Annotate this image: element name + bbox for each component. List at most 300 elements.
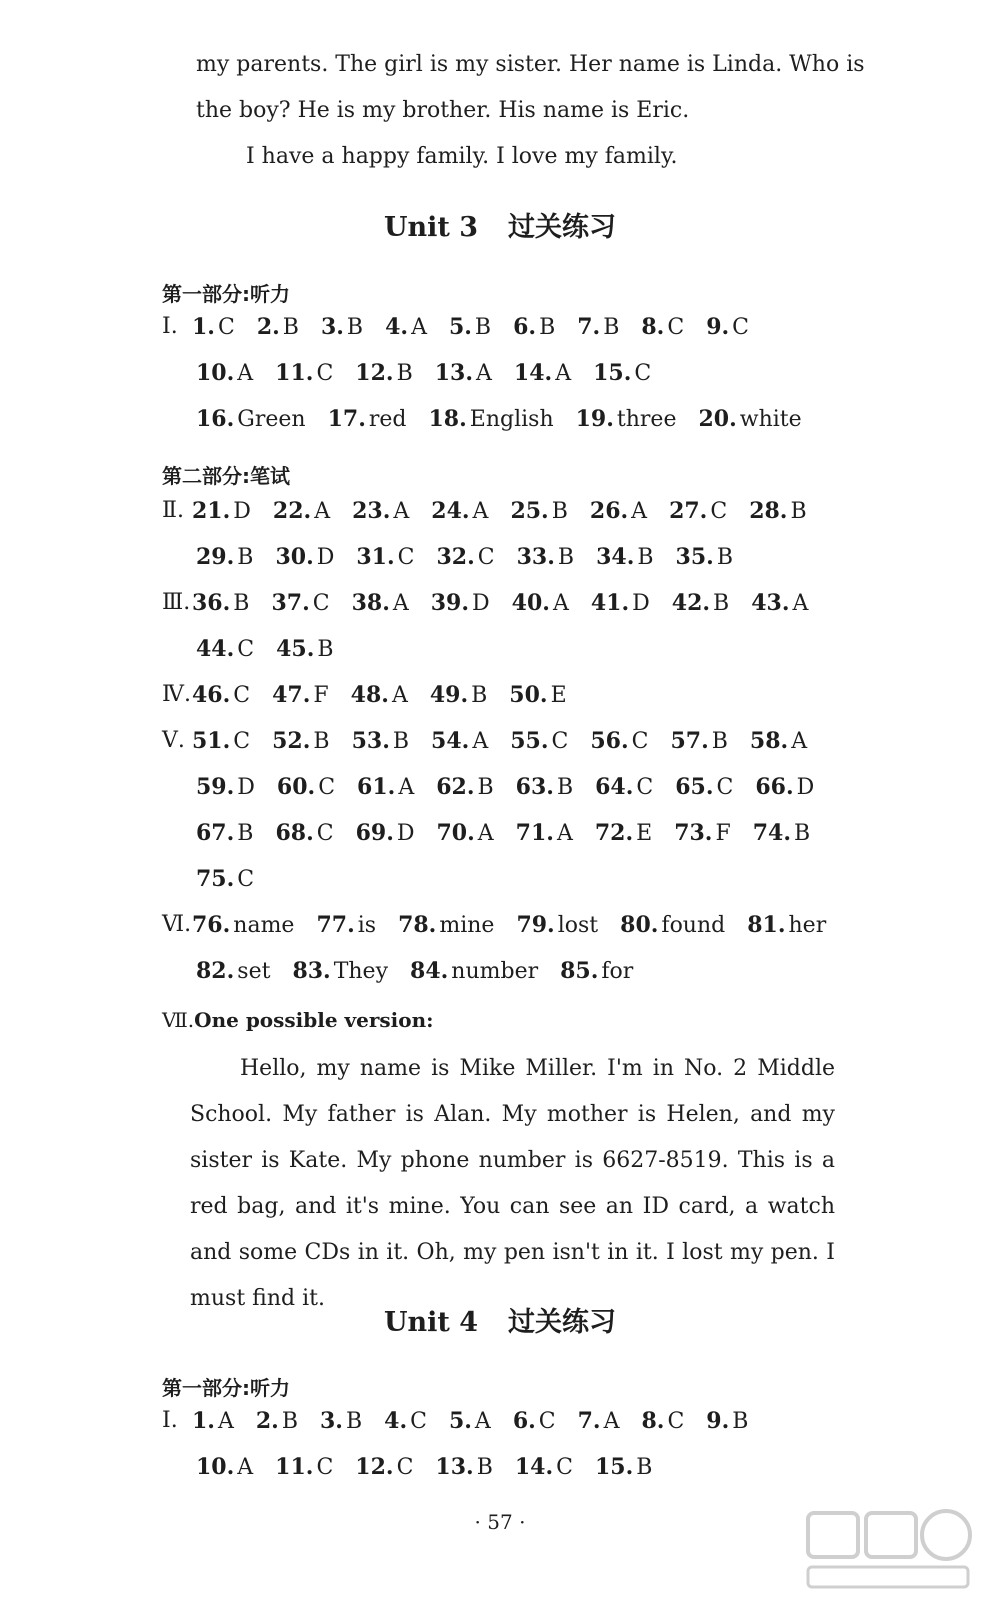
answer-item	[352, 728, 409, 754]
answer-item	[436, 774, 493, 800]
question-number: 55.	[510, 728, 549, 754]
answer-value: B	[637, 545, 654, 570]
answer-value: white	[739, 407, 802, 432]
answer-item	[196, 360, 253, 386]
question-number: 83.	[292, 958, 331, 984]
text-line: my parents. The girl is my sister. Her name is Linda. Who is	[196, 52, 865, 77]
text-line: I have a happy family. I love my family.	[246, 144, 678, 169]
answer-value: three	[616, 407, 677, 432]
question-number: 77.	[316, 912, 355, 938]
answer-item	[192, 1408, 234, 1434]
answer-value: C	[237, 867, 255, 892]
answer-item	[272, 728, 329, 754]
answer-value: A	[792, 591, 809, 616]
unit4-section-1	[162, 1408, 862, 1500]
question-number: 4.	[385, 314, 409, 340]
question-number: 26.	[589, 498, 629, 524]
answer-value: A	[474, 1409, 491, 1434]
answer-item	[560, 958, 633, 984]
answer-item	[192, 590, 249, 616]
answer-item	[430, 682, 487, 708]
writing-essay: Hello, my name is Mike Miller. I'm in No. 2 Middle School. My father is Alan. My mother is Helen, and my sister is Kate. My phone number is 6627-8519. This is a red bag, and it's mine. You can see an ID card, a watch and some CDs in it. Oh, my pen isn't in it. I lost my pen. I must find it.	[190, 1056, 835, 1311]
writing-label-text: One possible version:	[194, 1008, 434, 1032]
question-number: 58.	[749, 728, 789, 754]
answer-value: C	[551, 729, 569, 754]
question-number: 59.	[196, 774, 235, 800]
answer-line	[162, 774, 862, 820]
answer-item	[277, 774, 335, 800]
answer-value: B	[539, 315, 556, 340]
answer-value: A	[476, 361, 492, 386]
answer-item	[192, 912, 294, 938]
question-number: 67.	[196, 820, 235, 846]
answer-item	[753, 820, 810, 846]
answer-item	[516, 820, 573, 846]
answer-item	[675, 774, 733, 800]
answer-item	[512, 590, 569, 616]
answer-item	[595, 774, 653, 800]
answer-value: D	[316, 545, 335, 570]
page-number: · 57 ·	[474, 1510, 526, 1534]
question-number: 24.	[431, 498, 470, 524]
answer-value: A	[556, 821, 573, 846]
answer-item	[192, 498, 251, 524]
answer-value: C	[732, 315, 749, 340]
answer-value: red	[368, 407, 407, 432]
answer-item	[510, 498, 567, 524]
answer-value: B	[474, 315, 492, 340]
answer-item	[435, 360, 492, 386]
answer-value: C	[237, 637, 255, 662]
answer-value: B	[392, 729, 410, 754]
question-number: 32.	[436, 544, 475, 570]
answer-value: C	[631, 729, 649, 754]
answer-item	[595, 1454, 652, 1480]
answer-item	[275, 360, 333, 386]
question-number: 18.	[428, 406, 467, 432]
answer-item	[352, 590, 409, 616]
answer-value: A	[552, 591, 569, 616]
answer-item	[352, 498, 409, 524]
answer-value: C	[396, 1455, 414, 1480]
answer-item	[516, 774, 573, 800]
question-number: 81.	[747, 912, 786, 938]
question-number: 25.	[510, 498, 549, 524]
question-number: 75.	[196, 866, 235, 892]
answer-item	[196, 1454, 253, 1480]
question-number: 45.	[276, 636, 315, 662]
answer-line	[162, 590, 862, 636]
answer-value: B	[790, 499, 807, 524]
answer-value: C	[316, 1455, 334, 1480]
answer-value: C	[710, 499, 728, 524]
answer-value: B	[636, 1455, 653, 1480]
question-number: 10.	[196, 1454, 235, 1480]
answer-value: A	[791, 729, 808, 754]
answer-item	[272, 682, 329, 708]
answer-line	[162, 682, 862, 728]
question-number: 29.	[196, 544, 235, 570]
answer-item	[576, 406, 677, 432]
question-number: 12.	[355, 1454, 394, 1480]
answer-value: B	[732, 1409, 749, 1434]
answer-item	[513, 314, 555, 340]
answer-line	[162, 544, 862, 590]
answer-value: B	[345, 1409, 363, 1434]
answer-item	[351, 682, 408, 708]
answer-value: B	[603, 315, 620, 340]
answer-value: B	[281, 1409, 298, 1434]
question-number: 56.	[590, 728, 629, 754]
question-number: 7.	[577, 1408, 601, 1434]
question-number: 22.	[272, 498, 312, 524]
question-number: 9.	[706, 1408, 730, 1434]
answer-item	[410, 958, 538, 984]
question-number: 3.	[320, 314, 344, 340]
question-number: 17.	[327, 406, 366, 432]
answer-item	[515, 1454, 573, 1480]
answer-line	[162, 866, 862, 912]
answer-item	[510, 728, 568, 754]
answer-item	[385, 314, 427, 340]
answer-value: C	[233, 729, 251, 754]
answer-item	[670, 728, 727, 754]
answer-item	[591, 590, 650, 616]
question-number: 78.	[398, 912, 437, 938]
answer-value: C	[667, 315, 685, 340]
answer-value: B	[317, 637, 334, 662]
answer-value: English	[469, 407, 554, 432]
answer-item	[357, 774, 414, 800]
section-roman-numeral: Ⅱ.	[162, 498, 184, 523]
answer-value: C	[556, 1455, 573, 1480]
answer-value: A	[555, 361, 572, 386]
answer-item	[292, 958, 388, 984]
answer-line	[162, 360, 862, 406]
answer-item	[320, 1408, 362, 1434]
answer-item	[437, 544, 495, 570]
answer-value: C	[667, 1409, 685, 1434]
question-number: 2.	[255, 1408, 279, 1434]
question-number: 61.	[357, 774, 396, 800]
answer-item	[355, 360, 412, 386]
question-number: 69.	[355, 820, 394, 846]
question-number: 14.	[514, 1454, 554, 1480]
answer-item	[749, 498, 806, 524]
question-number: 15.	[595, 1454, 634, 1480]
answer-item	[196, 544, 253, 570]
answer-value: A	[391, 683, 408, 708]
question-number: 8.	[641, 314, 665, 340]
answer-item	[275, 544, 334, 570]
question-number: 66.	[755, 774, 794, 800]
answer-value: B	[713, 591, 730, 616]
question-number: 80.	[620, 912, 659, 938]
answer-item	[275, 1454, 333, 1480]
answer-value: B	[282, 315, 299, 340]
question-number: 19.	[575, 406, 614, 432]
answer-value: B	[396, 361, 413, 386]
answer-item	[192, 314, 235, 340]
answer-item	[750, 728, 807, 754]
answer-item	[429, 406, 554, 432]
section-roman-numeral: Ⅰ.	[162, 314, 178, 339]
answer-item	[516, 912, 598, 938]
answer-value: A	[217, 1409, 234, 1434]
writing-label	[162, 1008, 434, 1032]
question-number: 44.	[196, 636, 235, 662]
answer-item	[590, 728, 648, 754]
answer-value: lost	[557, 913, 599, 938]
answer-value: number	[451, 959, 539, 984]
answer-value: set	[237, 959, 271, 984]
answer-line	[162, 958, 862, 1004]
answer-line	[162, 728, 862, 774]
answer-value: E	[550, 683, 567, 708]
question-number: 37.	[271, 590, 310, 616]
answer-line	[162, 820, 862, 866]
answer-item	[257, 314, 299, 340]
answer-value: A	[237, 361, 254, 386]
answer-line	[162, 498, 862, 544]
answer-value: B	[556, 775, 574, 800]
answer-item	[509, 682, 566, 708]
answer-item	[271, 590, 329, 616]
answer-item	[595, 820, 652, 846]
question-number: 1.	[192, 1408, 215, 1434]
answer-value: B	[313, 729, 330, 754]
question-number: 49.	[429, 682, 469, 708]
question-number: 30.	[275, 544, 314, 570]
question-number: 72.	[594, 820, 634, 846]
question-number: 40.	[511, 590, 550, 616]
answer-value: A	[411, 315, 427, 340]
unit3-section-3	[162, 590, 862, 682]
question-number: 12.	[355, 360, 394, 386]
answer-value: F	[313, 683, 329, 708]
question-number: 46.	[192, 682, 231, 708]
question-number: 42.	[671, 590, 711, 616]
section-roman-numeral: Ⅲ.	[162, 590, 191, 615]
answer-value: B	[551, 499, 568, 524]
answer-value: C	[477, 545, 495, 570]
question-number: 27.	[669, 498, 708, 524]
answer-item	[641, 314, 684, 340]
answer-value: A	[472, 729, 489, 754]
answer-item	[355, 1454, 413, 1480]
answer-item	[196, 820, 253, 846]
answer-value: found	[661, 913, 726, 938]
answer-line	[162, 912, 862, 958]
unit4-title	[0, 1300, 1000, 1339]
answer-value: D	[396, 821, 415, 846]
answer-value: B	[711, 729, 728, 754]
question-number: 60.	[276, 774, 316, 800]
answer-value: A	[631, 499, 648, 524]
answer-item	[593, 360, 651, 386]
intro-paragraph	[196, 42, 865, 180]
answer-item	[747, 912, 826, 938]
answer-item	[578, 1408, 620, 1434]
question-number: 21.	[192, 498, 231, 524]
answer-item	[321, 314, 363, 340]
answer-item	[196, 406, 306, 432]
answer-value: C	[233, 683, 251, 708]
answer-value: D	[237, 775, 255, 800]
answer-value: B	[716, 545, 733, 570]
answer-value: D	[472, 591, 490, 616]
unit3-section-5	[162, 728, 862, 912]
answer-item	[706, 314, 749, 340]
answer-item	[449, 1408, 491, 1434]
answer-item	[517, 544, 574, 570]
question-number: 16.	[196, 406, 235, 432]
answer-item	[698, 406, 801, 432]
answer-item	[384, 1408, 427, 1434]
answer-value: is	[357, 913, 377, 938]
answer-line	[162, 636, 862, 682]
answer-line	[162, 406, 862, 452]
answer-item	[620, 912, 725, 938]
question-number: 70.	[436, 820, 475, 846]
answer-value: C	[634, 361, 652, 386]
answer-value: C	[397, 545, 415, 570]
question-number: 74.	[752, 820, 792, 846]
answer-item	[435, 1454, 492, 1480]
question-number: 2.	[256, 314, 280, 340]
question-number: 52.	[272, 728, 311, 754]
unit4-title-en: Unit 4	[383, 1307, 479, 1338]
answer-line	[162, 1408, 862, 1454]
question-number: 79.	[516, 912, 555, 938]
question-number: 23.	[352, 498, 391, 524]
question-number: 85.	[560, 958, 599, 984]
question-number: 8.	[641, 1408, 665, 1434]
question-number: 4.	[384, 1408, 408, 1434]
question-number: 9.	[706, 314, 730, 340]
question-number: 7.	[577, 314, 601, 340]
question-number: 11.	[275, 360, 314, 386]
question-number: 54.	[431, 728, 470, 754]
section-roman-numeral: Ⅴ.	[162, 728, 185, 753]
answer-item	[196, 774, 255, 800]
question-number: 57.	[670, 728, 709, 754]
question-number: 65.	[675, 774, 714, 800]
answer-value: F	[715, 821, 731, 846]
section-roman-numeral: Ⅳ.	[162, 682, 191, 707]
answer-value: C	[538, 1409, 556, 1434]
answer-value: A	[398, 775, 415, 800]
unit3-title-cn: 过关练习	[508, 212, 617, 243]
question-number: 34.	[596, 544, 635, 570]
question-number: 82.	[196, 958, 235, 984]
answer-item	[316, 912, 376, 938]
question-number: 5.	[448, 1408, 472, 1434]
answer-item	[275, 820, 333, 846]
question-number: 35.	[675, 544, 714, 570]
answer-value: Green	[237, 407, 306, 432]
answer-value: A	[393, 499, 410, 524]
answer-item	[356, 820, 415, 846]
question-number: 84.	[410, 958, 449, 984]
answer-value: for	[601, 959, 634, 984]
question-number: 63.	[515, 774, 554, 800]
answer-item	[273, 498, 330, 524]
unit3-part1-label: 第一部分:听力	[162, 282, 290, 306]
answer-value: C	[410, 1409, 427, 1434]
unit4-part1-label: 第一部分:听力	[162, 1376, 290, 1400]
answer-item	[398, 912, 494, 938]
answer-item	[755, 774, 814, 800]
unit3-section-4	[162, 682, 862, 728]
answer-item	[328, 406, 407, 432]
unit3-section-1	[162, 314, 862, 452]
text-line: the boy? He is my brother. His name is Eric.	[196, 98, 690, 123]
answer-item	[676, 544, 733, 570]
question-number: 14.	[513, 360, 553, 386]
question-number: 20.	[698, 406, 737, 432]
answer-item	[590, 498, 647, 524]
answer-value: mine	[439, 913, 495, 938]
question-number: 64.	[595, 774, 634, 800]
answer-value: B	[477, 775, 494, 800]
answer-item	[706, 1408, 748, 1434]
question-number: 36.	[192, 590, 231, 616]
section-roman-numeral: Ⅰ.	[162, 1408, 178, 1433]
answer-item	[256, 1408, 298, 1434]
answer-value: B	[233, 591, 250, 616]
answer-item	[431, 498, 488, 524]
answer-item	[431, 590, 490, 616]
answer-value: B	[557, 545, 575, 570]
answer-line	[162, 1454, 862, 1500]
question-number: 50.	[509, 682, 548, 708]
answer-value: C	[636, 775, 654, 800]
question-number: 47.	[272, 682, 311, 708]
answer-item	[577, 314, 619, 340]
question-number: 13.	[435, 1454, 474, 1480]
answer-value: C	[716, 775, 734, 800]
answer-value: C	[316, 821, 334, 846]
question-number: 10.	[196, 360, 235, 386]
answer-value: name	[233, 913, 295, 938]
answer-item	[356, 544, 414, 570]
answer-value: A	[392, 591, 409, 616]
question-number: 6.	[512, 1408, 536, 1434]
answer-value: B	[476, 1455, 493, 1480]
answer-item	[751, 590, 808, 616]
question-number: 71.	[515, 820, 554, 846]
writing-roman: Ⅶ.	[162, 1008, 195, 1032]
question-number: 11.	[275, 1454, 314, 1480]
answer-value: A	[314, 499, 331, 524]
answer-value: E	[636, 821, 653, 846]
question-number: 33.	[516, 544, 555, 570]
answer-line	[162, 314, 862, 360]
answer-item	[514, 360, 571, 386]
question-number: 6.	[513, 314, 537, 340]
question-number: 51.	[192, 728, 231, 754]
answer-value: D	[233, 499, 251, 524]
answer-value: C	[312, 591, 330, 616]
question-number: 43.	[751, 590, 790, 616]
answer-item	[641, 1408, 684, 1434]
unit4-title-cn: 过关练习	[508, 1307, 617, 1338]
answer-item	[192, 682, 250, 708]
answer-item	[674, 820, 731, 846]
unit3-part2-label: 第二部分:笔试	[162, 464, 290, 488]
answer-value: A	[472, 499, 489, 524]
